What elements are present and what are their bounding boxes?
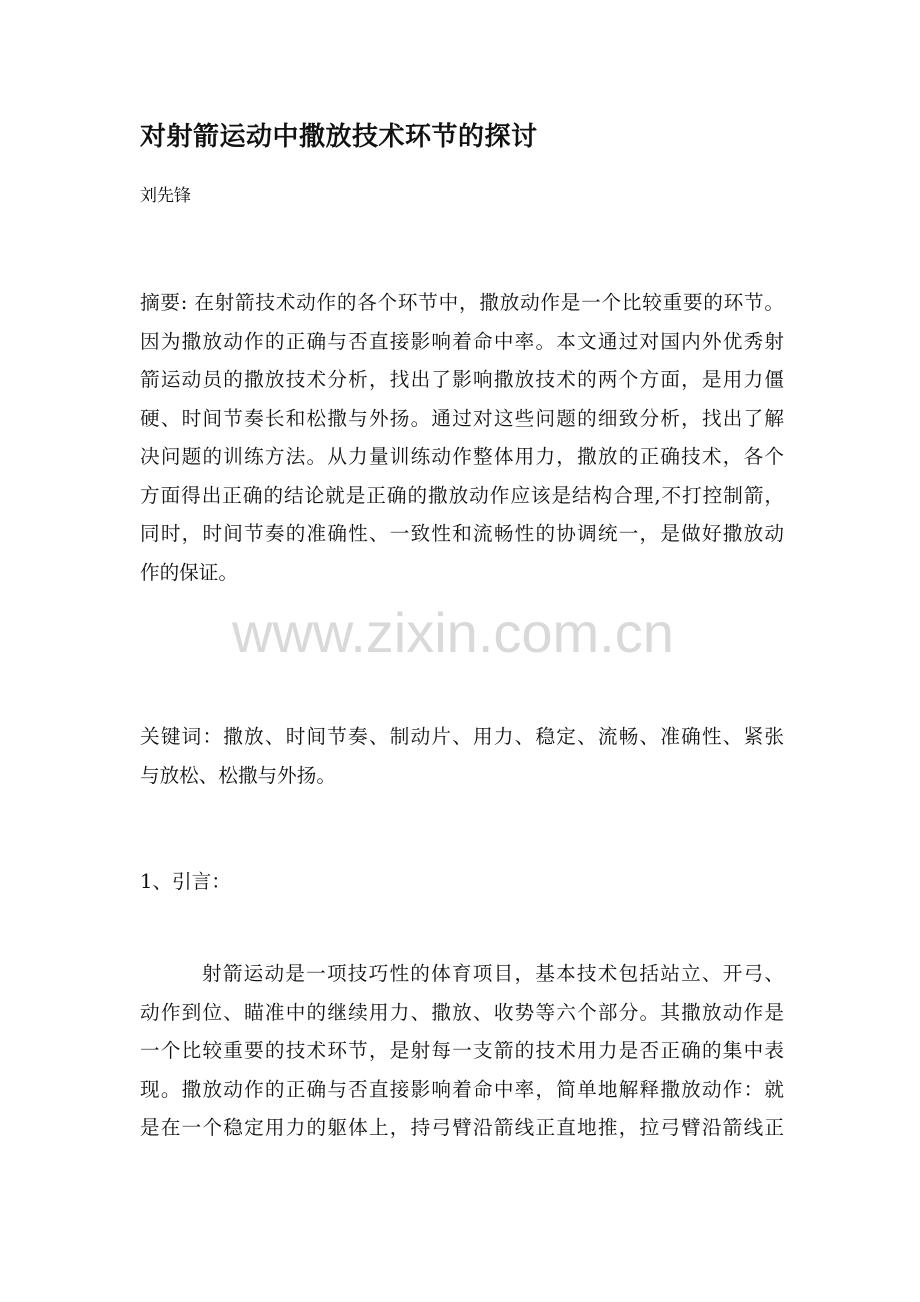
- abstract-line: 硬、时间节奏长和松撒与外扬。通过对这些问题的细致分析，找出了解: [140, 406, 784, 430]
- abstract-paragraph: [140, 284, 784, 592]
- intro-line: 射箭运动是一项技巧性的体育项目，基本技术包括站立、开弓、: [202, 962, 784, 985]
- abstract-line: 作的保证。: [140, 560, 238, 584]
- keywords-line: 与放松、松撒与外扬。: [140, 763, 336, 787]
- author-name: 刘先锋: [140, 186, 191, 206]
- intro-line: 是在一个稳定用力的躯体上，持弓臂沿箭线正直地推，拉弓臂沿箭线正: [140, 1116, 784, 1139]
- abstract-line: 摘要: 在射箭技术动作的各个环节中，撒放动作是一个比较重要的环节。: [140, 291, 784, 314]
- watermark: www.zixin.com.cn: [232, 601, 674, 664]
- abstract-line: 因为撒放动作的正确与否直接影响着命中率。本文通过对国内外优秀射: [140, 329, 784, 353]
- intro-line: 一个比较重要的技术环节，是射每一支箭的技术用力是否正确的集中表: [140, 1039, 784, 1062]
- abstract-line: 箭运动员的撒放技术分析，找出了影响撒放技术的两个方面，是用力僵: [140, 368, 784, 391]
- keywords-line: 关键词：撒放、时间节奏、制动片、用力、稳定、流畅、准确性、紧张: [140, 725, 784, 748]
- abstract-line: 同时，时间节奏的准确性、一致性和流畅性的协调统一，是做好撒放动: [140, 522, 784, 545]
- section-heading-intro: 1、引言：: [140, 870, 231, 893]
- intro-paragraph: [140, 955, 784, 1148]
- document-title: 对射箭运动中撒放技术环节的探讨: [140, 122, 538, 152]
- intro-line: 动作到位、瞄准中的继续用力、撒放、收势等六个部分。其撒放动作是: [140, 1000, 784, 1024]
- intro-line: 现。撒放动作的正确与否直接影响着命中率，简单地解释撒放动作：就: [140, 1077, 784, 1101]
- abstract-line: 方面得出正确的结论就是正确的撒放动作应该是结构合理,不打控制箭，: [140, 483, 784, 507]
- abstract-line: 决问题的训练方法。从力量训练动作整体用力，撒放的正确技术，各个: [140, 445, 784, 468]
- keywords-paragraph: [140, 718, 784, 795]
